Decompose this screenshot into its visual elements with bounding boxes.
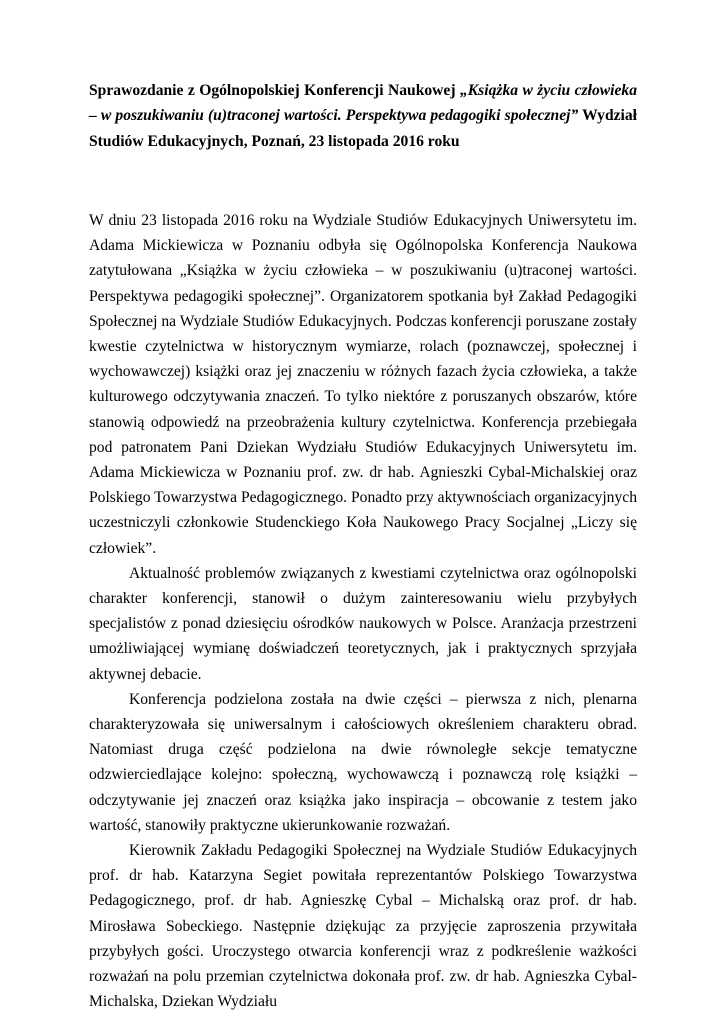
- paragraph-4: Kierownik Zakładu Pedagogiki Społecznej na Wydziale Studiów Edukacyjnych prof. dr hab. Katarzyna Segiet powitała reprezentantów Polskiego Towarzystwa Pedagogicznego, prof. dr hab. Agnieszkę Cybal – Michalską oraz prof. dr hab. Mirosława Sobeckiego. Następnie dziękując za przyjęcie zaproszenia przywitała przybyłych gości. Uroczystego otwarcia konferencji wraz z podkreślenie ważkości rozważań na polu przemian czytelnictwa dokonała prof. zw. dr hab. Agnieszka Cybal-Michalska, Dziekan Wydziału: [89, 841, 637, 1011]
- title-conference-name: „Książka w życiu człowieka – w poszukiwaniu (u)traconej wartości. Perspektywa pedagogiki społecznej”: [89, 82, 638, 125]
- paragraph-3: Konferencja podzielona została na dwie części – pierwsza z nich, plenarna charakteryzowała się uniwersalnym i całościowych określeniem charakteru obrad. Natomiast druga część podzielona na dwie równoległe sekcje tematyczne odzwierciedlające kolejno: społeczną, wychowawczą i poznawczą rolę książki – odczytywanie jej znaczeń oraz książka jako inspiracja – obcowanie z testem jako wartość, stanowiły praktyczne ukierunkowanie rozważań.: [89, 690, 637, 834]
- report-body: [89, 208, 637, 1015]
- paragraph-1: W dniu 23 listopada 2016 roku na Wydziale Studiów Edukacyjnych Uniwersytetu im. Adama Mickiewicza w Poznaniu odbyła się Ogólnopolska Konferencja Naukowa zatytułowana „Książka w życiu człowieka – w poszukiwaniu (u)traconej wartości. Perspektywa pedagogiki społecznej”. Organizatorem spotkania był Zakład Pedagogiki Społecznej na Wydziale Studiów Edukacyjnych. Podczas konferencji poruszane zostały kwestie czytelnictwa w historycznym wymiarze, rolach (poznawczej, społecznej i wychowawczej) książki oraz jej znaczeniu w różnych fazach życia człowieka, a także kulturowego odczytywania znaczeń. To tylko niektóre z poruszanych obszarów, które stanowią odpowiedź na przeobrażenia kultury czytelnictwa. Konferencja przebiegała pod patronatem Pani Dziekan Wydziału Studiów Edukacyjnych Uniwersytetu im. Adama Mickiewicza w Poznaniu prof. zw. dr hab. Agnieszki Cybal-Michalskiej oraz Polskiego Towarzystwa Pedagogicznego. Ponadto przy aktywnościach organizacyjnych uczestniczyli członkowie Studenckiego Koła Naukowego Pracy Socjalnej „Liczy się człowiek”.: [89, 211, 637, 557]
- document-page: [89, 78, 637, 1014]
- report-title: [89, 78, 637, 154]
- paragraph-2: Aktualność problemów związanych z kwestiami czytelnictwa oraz ogólnopolski charakter konferencji, stanowił o dużym zainteresowaniu wielu przybyłych specjalistów z ponad dziesięciu ośrodków naukowych w Polsce. Aranżacja przestrzeni umożliwiającej wymianę doświadczeń teoretycznych, jak i praktycznych sprzyjała aktywnej debacie.: [89, 564, 637, 683]
- title-venue-date: Wydział Studiów Edukacyjnych, Poznań, 23 listopada 2016 roku: [89, 107, 637, 150]
- title-lead: Sprawozdanie z Ogólnopolskiej Konferencji Naukowej: [89, 82, 460, 99]
